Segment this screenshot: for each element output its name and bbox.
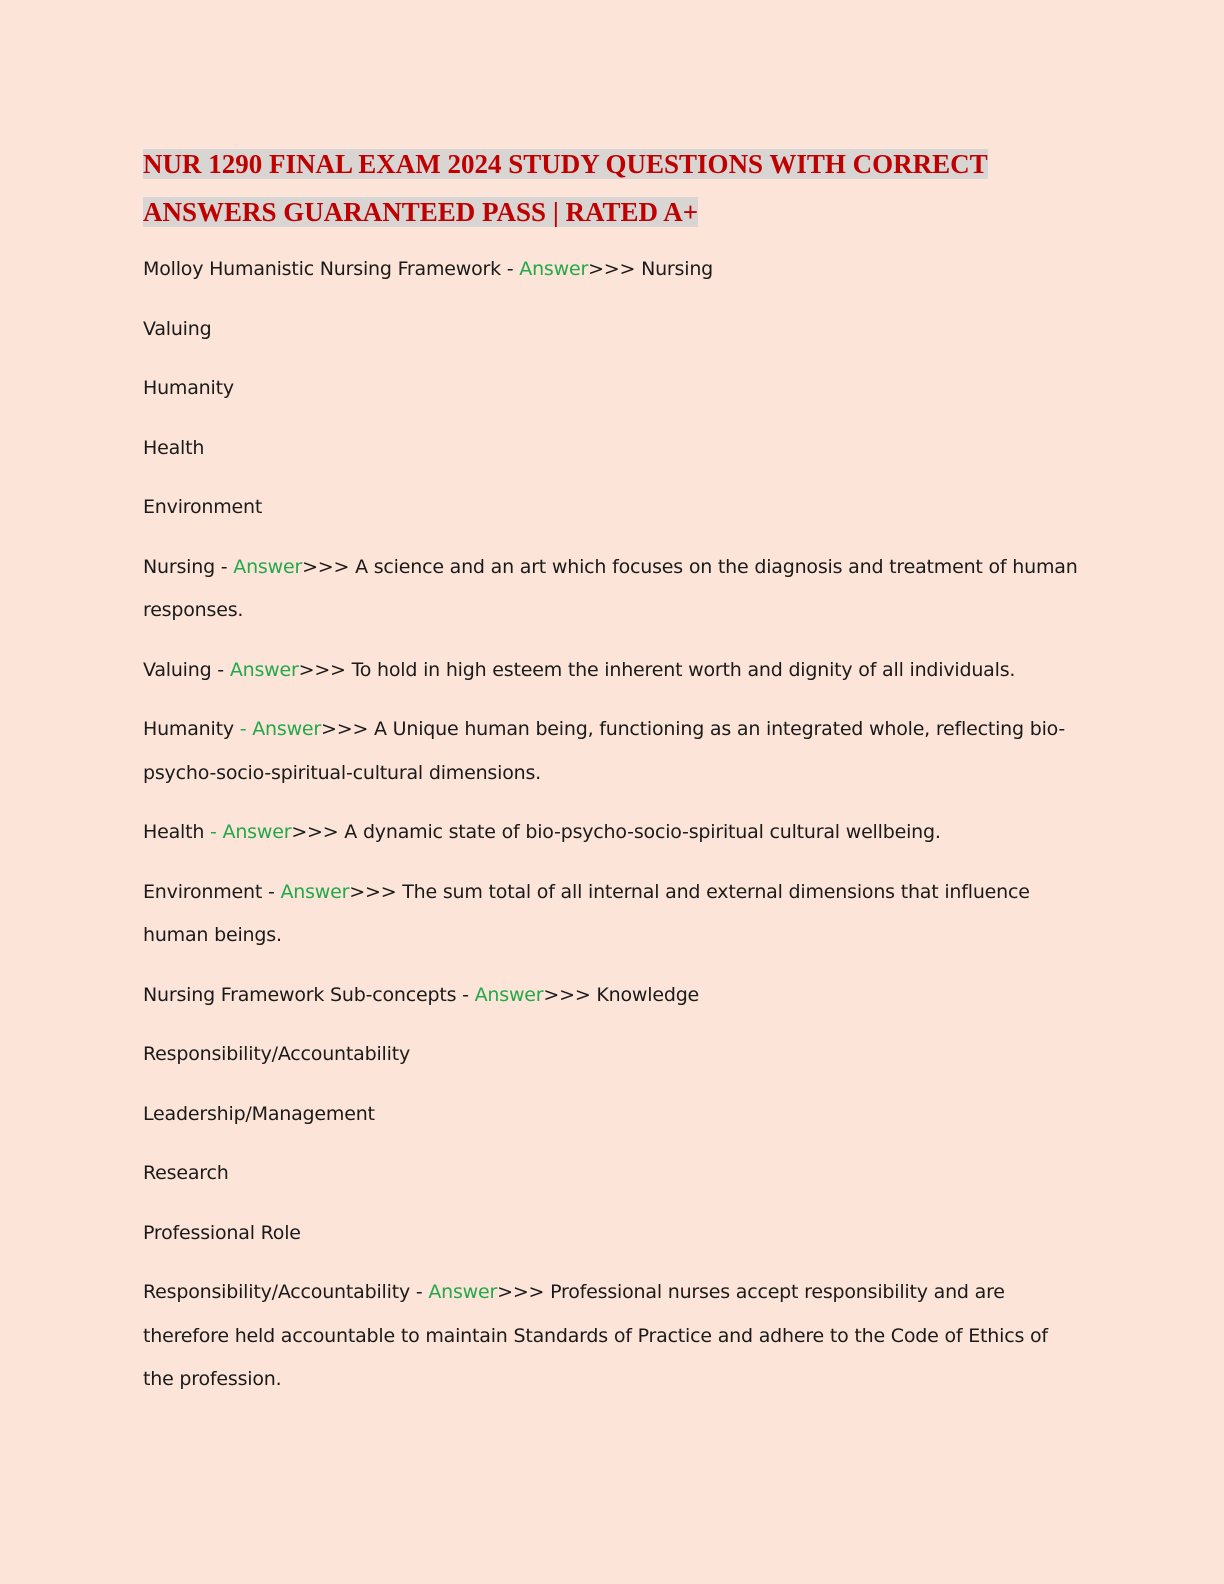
entry-term: Molloy Humanistic Nursing Framework - bbox=[143, 258, 520, 280]
answer-label: Answer bbox=[474, 983, 544, 1006]
qa-entry-valuing bbox=[143, 649, 1083, 693]
entry-text: >>> Nursing bbox=[588, 258, 714, 280]
qa-entry-humanity bbox=[143, 708, 1083, 795]
answer-label: - Answer bbox=[210, 821, 292, 843]
list-item-environment bbox=[143, 486, 1083, 530]
answer-label: Answer bbox=[229, 658, 299, 681]
entry-text: >>> A dynamic state of bio-psycho-socio-spiritual cultural wellbeing. bbox=[291, 821, 941, 843]
entry-term: Humanity bbox=[143, 718, 240, 740]
entry-text: >>> A Unique human being, functioning as an integrated whole, reflecting bio-psycho-socio-spiritual-cultural dimensions. bbox=[143, 718, 1066, 784]
entry-term: Health bbox=[143, 821, 211, 843]
document-title bbox=[143, 140, 1083, 236]
entry-text: >>> Knowledge bbox=[543, 983, 700, 1006]
entry-term: Nursing - bbox=[143, 555, 234, 578]
answer-label: Answer bbox=[280, 880, 350, 903]
qa-entry-environment bbox=[143, 871, 1083, 958]
entry-text: Responsibility/Accountability bbox=[143, 1043, 410, 1065]
list-item-valuing bbox=[143, 308, 1083, 352]
list-item-health bbox=[143, 427, 1083, 471]
list-item-humanity bbox=[143, 367, 1083, 411]
entry-term: Nursing Framework Sub-concepts - bbox=[143, 983, 475, 1006]
entry-text: >>> To hold in high esteem the inherent worth and dignity of all individuals. bbox=[298, 658, 1016, 681]
entry-text: Health bbox=[143, 436, 205, 459]
list-item-leadership bbox=[143, 1093, 1083, 1137]
entry-text: Environment bbox=[143, 496, 263, 518]
qa-entry-health bbox=[143, 811, 1083, 855]
entry-text: Humanity bbox=[143, 377, 234, 399]
qa-entry-subconcepts bbox=[143, 974, 1083, 1018]
entry-text: Professional Role bbox=[143, 1221, 301, 1244]
entry-term: Responsibility/Accountability - bbox=[143, 1281, 429, 1303]
qa-entry-responsibility bbox=[143, 1271, 1083, 1402]
answer-label: - Answer bbox=[239, 718, 322, 740]
list-item-responsibility bbox=[143, 1033, 1083, 1077]
entry-text: Leadership/Management bbox=[143, 1102, 375, 1125]
entry-text: >>> The sum total of all internal and external dimensions that influence human beings. bbox=[143, 880, 1030, 946]
entry-text: Valuing bbox=[143, 317, 212, 340]
document-page bbox=[143, 140, 1083, 1418]
answer-label: Answer bbox=[428, 1281, 498, 1303]
entry-term: Valuing - bbox=[143, 658, 230, 681]
qa-entries bbox=[143, 248, 1083, 1402]
list-item-research bbox=[143, 1152, 1083, 1196]
entry-text: >>> Professional nurses accept responsibility and are therefore held accountable to maintain Standards of Practice and adhere to the Code of Ethics of the profession. bbox=[143, 1281, 1048, 1390]
list-item-professional-role bbox=[143, 1212, 1083, 1256]
entry-text: Research bbox=[143, 1162, 229, 1184]
entry-text: >>> A science and an art which focuses on the diagnosis and treatment of human responses. bbox=[143, 555, 1078, 621]
title-highlight: NUR 1290 FINAL EXAM 2024 STUDY QUESTIONS WITH CORRECT ANSWERS GUARANTEED PASS | RATED A+ bbox=[143, 149, 988, 227]
qa-entry-framework bbox=[143, 248, 1083, 292]
answer-label: Answer bbox=[519, 258, 589, 280]
entry-term: Environment - bbox=[143, 880, 281, 903]
qa-entry-nursing bbox=[143, 546, 1083, 633]
answer-label: Answer bbox=[233, 555, 303, 578]
